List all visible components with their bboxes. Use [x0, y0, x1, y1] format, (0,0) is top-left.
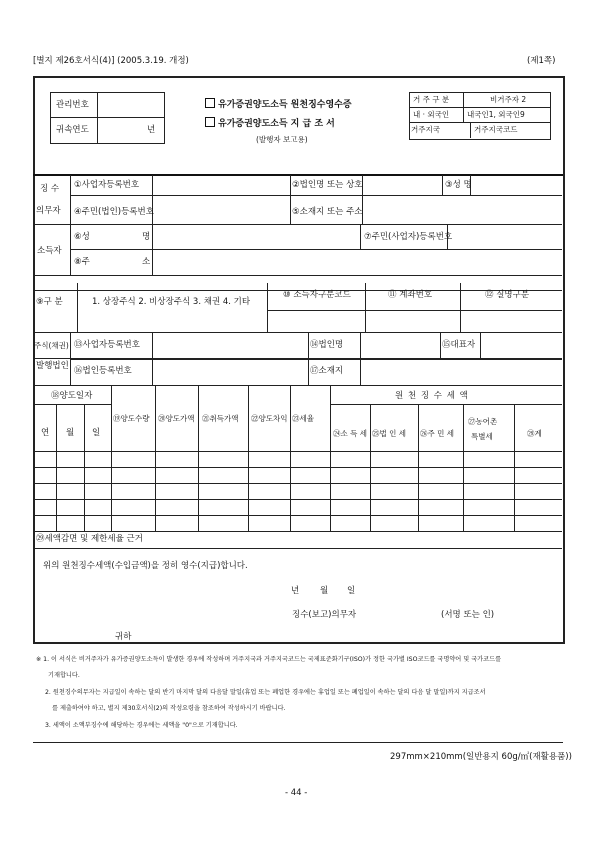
note-2: 2. 원천징수의무자는 지급일이 속하는 달의 반기 마지막 달의 다음달 말일(휴업 또는 폐업한 경우에는 휴업일 또는 폐업일이 속하는 달의 다음 달 말일)까지 지급조서 — [45, 689, 486, 696]
receipt-sign: (서명 또는 인) — [441, 610, 495, 620]
title-receipt: 유가증권양도소득 원천징수영수증 — [205, 98, 352, 110]
year-suffix: 년 — [147, 125, 156, 135]
page-mark: (제1쪽) — [527, 56, 556, 66]
corp-tax-col-label: ㉕법 인 세 — [372, 429, 407, 438]
receipt-statement: 위의 원천징수세액(수입금액)을 정히 영수(지급)합니다. — [43, 561, 248, 571]
subtitle: (발행자 보고용) — [256, 135, 308, 144]
resident-tax-col-label: ㉖주 민 세 — [420, 429, 455, 438]
earner-address-label: ⑧주 — [74, 257, 90, 267]
issuer-biz-no-label: ⑬사업자등록번호 — [74, 340, 140, 350]
withholder-corp-name-label: ②법인명 또는 상호 — [292, 180, 363, 190]
nationality-label: 내 · 외국인 — [413, 110, 450, 119]
residence-label: 거 주 구 분 — [413, 95, 450, 104]
receipt-to: 귀하 — [115, 632, 132, 642]
mgmt-no-label: 관리번호 — [56, 100, 89, 110]
rural-tax-col-label-2: 특별세 — [471, 432, 493, 441]
country-label: 거주지국 — [411, 125, 440, 134]
income-code-label: ⑩ 소득자구분코드 — [283, 290, 351, 300]
income-tax-col-label: ㉔소 득 세 — [333, 429, 368, 438]
issuer-location-label: ⑰소재지 — [310, 366, 344, 376]
earner-res-no-label: ⑦주민(사업자)등록번호 — [364, 232, 453, 242]
issuer-rep-label: ⑮대표자 — [442, 340, 476, 350]
receipt-year: 년 — [291, 586, 300, 596]
withholder-res-no-label: ④주민(법인)등록번호 — [74, 207, 154, 217]
checkbox-receipt[interactable] — [205, 98, 215, 108]
earner-name-label-end: 명 — [142, 232, 151, 242]
year-label: 귀속연도 — [56, 125, 89, 135]
account-no-label: ⑪ 계좌번호 — [388, 290, 433, 300]
paper-spec: 297mm×210mm(일반용지 60g/㎡(재활용품)) — [390, 752, 572, 762]
acquire-price-col-label: ㉑취득가액 — [202, 414, 239, 423]
form-id: [별지 제26호서식(4)] (2005.3.19. 개정) — [33, 56, 189, 66]
residence-value: 비거주자 2 — [490, 95, 527, 104]
withholder-biz-no-label: ①사업자등록번호 — [74, 180, 140, 190]
category-label: ⑨구 분 — [36, 297, 63, 307]
withholder-address-label: ⑤소재지 또는 주소 — [292, 207, 363, 217]
withholder-group-label-2: 의무자 — [36, 206, 61, 216]
issuer-group-label-2: 발행법인 — [36, 361, 69, 371]
receipt-month: 월 — [320, 586, 329, 596]
exemption-label: ㉙세액감면 및 제한세율 근거 — [36, 534, 143, 544]
country-code-label: 거주지국코드 — [474, 125, 518, 134]
note-3: 3. 세액이 소액부징수에 해당하는 경우에는 세액을 "0"으로 기재합니다. — [45, 722, 238, 729]
form-frame — [33, 76, 565, 644]
category-options: 1. 상장주식 2. 비상장주식 3. 채권 4. 기타 — [92, 297, 251, 307]
gain-col-label: ㉒양도차익 — [251, 414, 288, 423]
receipt-day: 일 — [347, 586, 356, 596]
year-col-label: 연 — [41, 428, 50, 438]
earner-name-label: ⑥성 — [74, 232, 90, 242]
transfer-date-label: ⑱양도일자 — [51, 391, 93, 401]
issuer-corp-reg-label: ⑯법인등록번호 — [74, 366, 132, 376]
month-col-label: 월 — [66, 428, 75, 438]
issuer-group-label-1: 주식(채권) — [34, 341, 69, 350]
earner-address-label-end: 소 — [142, 257, 151, 267]
total-col-label: ㉘계 — [527, 429, 542, 438]
withholder-group-label-1: 징 수 — [40, 184, 60, 194]
real-name-label: ⑫ 실명구분 — [485, 290, 530, 300]
tax-rate-col-label: ㉓세율 — [292, 414, 314, 423]
transfer-price-col-label: ⑳양도가액 — [158, 414, 195, 423]
note-2-cont: 를 제출하여야 하고, 별지 제30호서식(2)의 작성요령을 참조하여 작성하시기 바랍니다. — [52, 705, 286, 712]
title-report: 유가증권양도소득 지 급 조 서 — [205, 117, 335, 129]
checkbox-report[interactable] — [205, 117, 215, 127]
nationality-value: 내국인1, 외국인9 — [467, 110, 525, 119]
quantity-col-label: ⑲양도수량 — [113, 414, 150, 423]
day-col-label: 일 — [92, 428, 101, 438]
withholder-name-label: ③성 명 — [445, 180, 472, 190]
issuer-corp-name-label: ⑭법인명 — [310, 340, 344, 350]
note-1: ※ 1. 이 서식은 비거주자가 유가증권양도소득이 발생한 경우에 작성하며 거주지국과 거주지국코드는 국제표준화기구(ISO)가 정한 국가별 ISO코드를 국명약어 및 국가코드를 — [36, 656, 502, 663]
page-number: - 44 - — [285, 788, 308, 798]
withholding-header: 원 천 징 수 세 액 — [395, 391, 469, 401]
main-top-line — [33, 174, 563, 176]
note-1-cont: 기재합니다. — [48, 672, 80, 679]
receipt-withholder: 징수(보고)의무자 — [292, 610, 357, 620]
rural-tax-col-label-1: ㉗농어촌 — [468, 417, 498, 426]
earner-group-label: 소득자 — [37, 246, 62, 256]
